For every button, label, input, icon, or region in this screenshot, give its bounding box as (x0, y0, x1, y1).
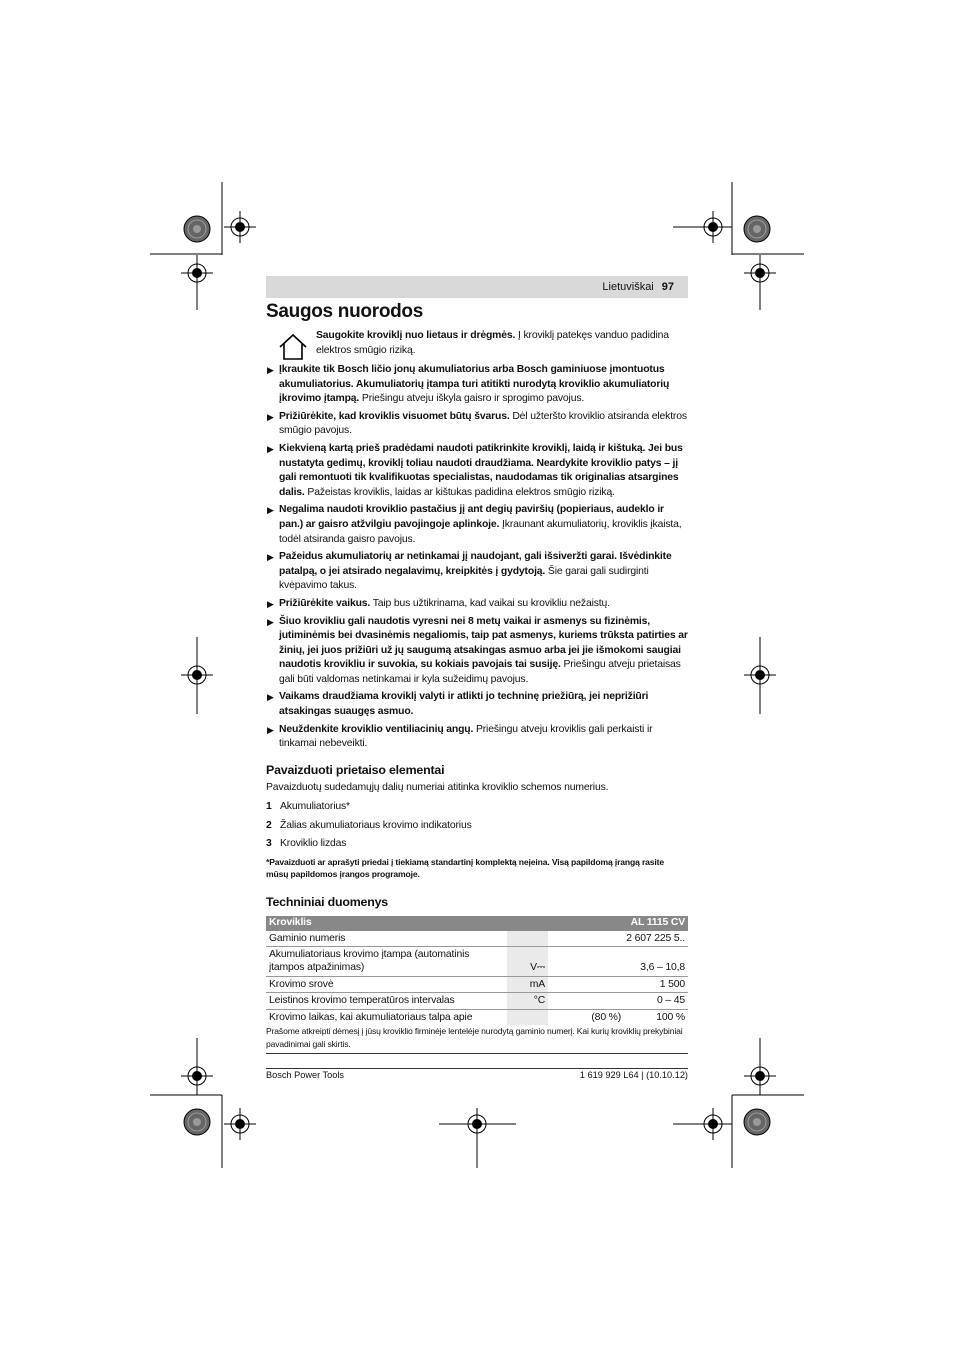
table-note: Prašome atkreipti dėmesį į jūsų kroviklio firminėje lentelėje nurodytą gaminio numerį. Kai kurių kroviklių prekybiniai pavadinimai gali skirtis. (266, 1025, 688, 1054)
footer-doc-id: 1 619 929 L64 | (10.10.12) (579, 1070, 688, 1080)
row-unit: °C (507, 993, 548, 1009)
list-item (266, 442, 688, 500)
components-heading: Pavaizduoti prietaiso elementai (266, 762, 445, 777)
components-intro: Pavaizduotų sudedamųjų dalių numeriai atitinka kroviklio schemos numerius. (266, 782, 609, 794)
bullet-text: Dėl užteršto kroviklio atsiranda elektros smūgio pavojus. (279, 410, 687, 437)
table-header-label: Kroviklis (266, 916, 624, 931)
page-title: Saugos nuorodos (266, 301, 424, 322)
component-item (266, 800, 688, 815)
bullet-bold: Neuždenkite kroviklio ventiliacinių angų. (279, 723, 474, 735)
main-content (266, 329, 688, 1054)
bullet-triangle-icon: ▶ (267, 411, 274, 422)
bullet-bold: Negalima naudoti kroviklio pastačius jį ant degių paviršių (popieriaus, audeklo ir pan.) ar gaisro atžvilgiu pavojingoje aplinkoje. (279, 504, 664, 530)
warning-bold: Saugokite kroviklį nuo lietaus ir drėgmės. (316, 330, 516, 341)
bullet-bold: Prižiūrėkite, kad kroviklis visuomet būtų švarus. (279, 410, 510, 422)
tech-data-table (266, 916, 688, 1025)
accessories-footnote: *Pavaizduoti ar aprašyti priedai į tiekiamą standartinį komplektą neįeina. Visą papildomą įrangą rasite mūsų papildomos įrangos programoje. (266, 856, 664, 880)
table-row (266, 1009, 688, 1025)
table-row (266, 931, 688, 947)
bullet-triangle-icon: ▶ (267, 598, 274, 609)
warning-text: Į kroviklį patekęs vanduo padidina elektros smūgio riziką. (316, 330, 669, 356)
bullet-text: Šie garai gali sudirginti kvėpavimo takus. (279, 565, 649, 592)
component-item (266, 837, 688, 852)
bullet-bold: Įkraukite tik Bosch ličio jonų akumuliatorius arba Bosch gaminiuose įmontuotus akumuliatorius. Akumuliatorių įtampa turi atitikti nurodytą kroviklio akumuliatorių įkrovimo įtampą. (279, 364, 670, 405)
table-row (266, 993, 688, 1009)
row-unit: mA (507, 976, 548, 992)
row-unit (507, 931, 548, 947)
component-text: Žalias akumuliatoriaus krovimo indikatorius (280, 819, 472, 831)
row-value: 0 – 45 (548, 993, 688, 1009)
component-text: Kroviklio lizdas (280, 838, 347, 850)
bullet-triangle-icon: ▶ (267, 365, 274, 375)
bullet-triangle-icon: ▶ (267, 692, 274, 703)
list-item (266, 690, 688, 719)
page-header (266, 276, 688, 298)
row-label: Akumuliatoriaus krovimo įtampa (automatinis įtampos atpažinimas) (266, 947, 507, 977)
tech-heading: Techniniai duomenys (266, 895, 388, 909)
bullet-text: Priešingu atveju kroviklis gali perkaisti ir tinkamai nebeveikti. (279, 723, 653, 750)
row-label: Krovimo laikas, kai akumuliatoriaus talpa apie (269, 1011, 473, 1023)
table-header-model: AL 1115 CV (624, 916, 688, 931)
bullet-text: Priešingu atveju prietaisas gali būti valdomas netinkamai ir kyla sužeidimų pavojus. (279, 659, 681, 685)
table-row (266, 976, 688, 992)
row-unit: V⎓ (507, 947, 548, 977)
list-item (266, 597, 688, 612)
row-unit (507, 1009, 548, 1025)
bullet-bold: Vaikams draudžiama kroviklį valyti ir atlikti jo techninę priežiūrą, jei neprižiūri atsakingas suaugęs asmuo. (279, 691, 649, 718)
page-number: 97 (661, 281, 674, 293)
bullet-bold: Kiekvieną kartą prieš pradėdami naudoti patikrinkite kroviklį, laidą ir kištuką. Jei bus nustatyta gedimų, kroviklį toliau naudoti draudžiama. Neardykite kroviklio patys – jį gali remontuoti tik kvalifikuotas specialistas, naudodamas tik originalias atsargines dalis. (279, 442, 683, 498)
row-value: 2 607 225 5.. (548, 931, 688, 947)
bullet-text: Pažeistas kroviklis, laidas ar kištukas padidina elektros smūgio riziką. (304, 486, 615, 498)
house-icon (278, 333, 308, 367)
bullet-text: Priešingu atveju iškyla gaisro ir sprogimo pavojus. (359, 393, 585, 405)
safety-list (266, 363, 688, 752)
list-item (266, 615, 688, 688)
component-item (266, 819, 688, 834)
row-label: Gaminio numeris (266, 931, 507, 947)
row-label: Leistinos krovimo temperatūros intervalas (266, 993, 507, 1009)
table-row (266, 947, 688, 977)
footer-brand: Bosch Power Tools (266, 1070, 344, 1080)
row-value: 1 500 (548, 976, 688, 992)
list-item (266, 363, 688, 407)
bullet-triangle-icon: ▶ (267, 552, 274, 563)
bullet-text: Įkraunant akumuliatorių, kroviklis įkaista, todėl atsiranda gaisro pavojus. (279, 518, 682, 545)
page-footer (266, 1068, 688, 1080)
bullet-triangle-icon: ▶ (267, 616, 274, 627)
bullet-bold: Šiuo krovikliu gali naudotis vyresni nei 8 metų vaikai ir asmenys su fizinėmis, jutiminėmis bei dvasinėmis negaliomis, taip pat asmenys, kuriems trūksta patirties ar žinių, jei juos prižiūri už jų saugumą atsakingas asmuo arba jei jie išmokomi saugiai naudotis krovikliu ir suvokia, su kokiais pavojais tai susiję. (279, 615, 688, 671)
component-text: Akumuliatorius* (280, 801, 350, 813)
bullet-triangle-icon: ▶ (267, 724, 274, 735)
warning-indoor-use (266, 329, 688, 359)
list-item (266, 723, 688, 752)
component-number: 3 (266, 838, 272, 850)
row-label: Krovimo srovė (266, 976, 507, 992)
list-item (266, 503, 688, 547)
bullet-triangle-icon: ▶ (267, 443, 274, 454)
header-language: Lietuviškai (602, 281, 654, 293)
component-number: 2 (266, 819, 272, 831)
component-number: 1 (266, 801, 272, 813)
bullet-bold: Prižiūrėkite vaikus. (279, 597, 371, 609)
list-item (266, 550, 688, 594)
bullet-bold: Pažeidus akumuliatorių ar netinkamai jį naudojant, gali išsiveržti garai. Išvėdinkite patalpą, o jei atsirado negalavimų, kreipkitės į gydytoją. (279, 551, 672, 577)
row-value: 100 % (656, 1011, 685, 1023)
bullet-text: Taip bus užtikrinama, kad vaikai su krovikliu nežaistų. (370, 597, 610, 609)
list-item (266, 410, 688, 439)
table-header (266, 916, 688, 931)
row-value: 3,6 – 10,8 (548, 947, 688, 977)
bullet-triangle-icon: ▶ (267, 505, 274, 516)
row-value-percent: (80 %) (591, 1011, 622, 1023)
